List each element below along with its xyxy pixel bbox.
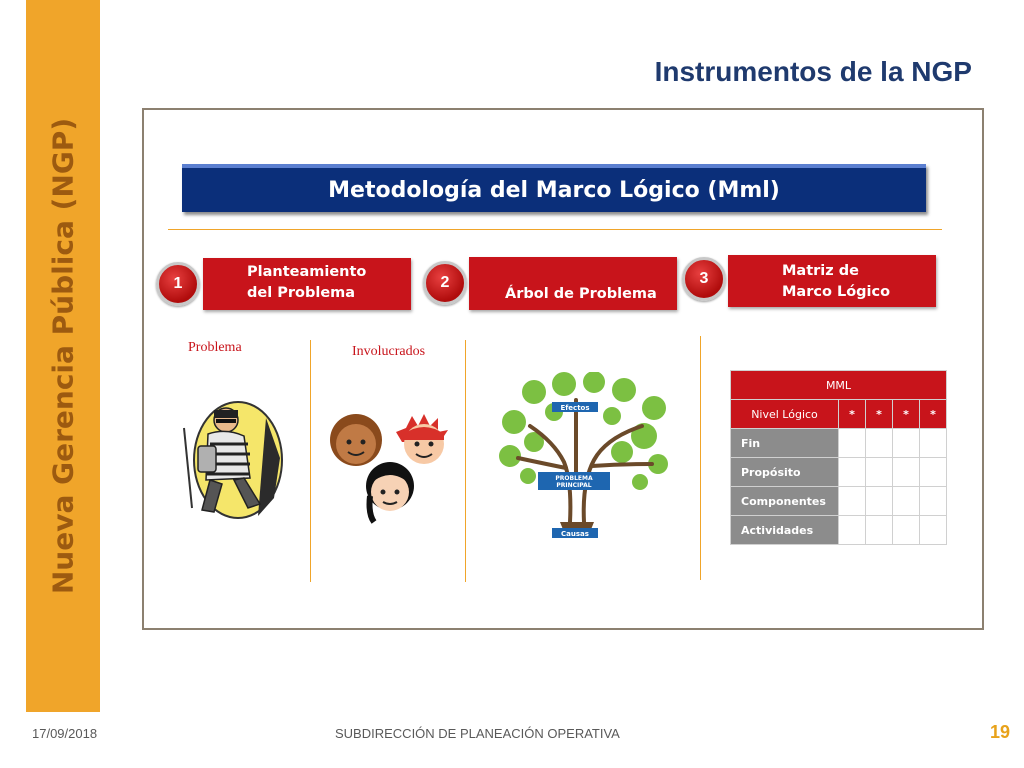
mml-cell	[866, 516, 893, 545]
table-row	[731, 458, 947, 487]
mml-cell	[866, 429, 893, 458]
mml-star: *	[839, 400, 866, 429]
step-2-label: Árbol de Problema	[505, 286, 657, 302]
step-1-badge: 1	[156, 262, 200, 306]
step-1-label: Planteamiento del Problema	[247, 264, 367, 301]
mml-cell	[839, 516, 866, 545]
mml-cell	[893, 458, 920, 487]
mml-row-label: Componentes	[731, 487, 839, 516]
table-row	[731, 429, 947, 458]
mml-star: *	[866, 400, 893, 429]
tree-sign-principal: PRINCIPAL	[556, 482, 592, 489]
mml-cell	[839, 458, 866, 487]
mml-cell	[920, 429, 947, 458]
table-row	[731, 516, 947, 545]
mml-star: *	[893, 400, 920, 429]
caption-problema: Problema	[188, 340, 242, 355]
mml-header-row	[731, 400, 947, 429]
tree-sign-efectos: Efectos	[560, 404, 590, 412]
step-3-badge: 3	[682, 257, 726, 301]
caption-involucrados: Involucrados	[352, 344, 426, 359]
page-number: 19	[989, 722, 1010, 742]
mml-cell	[920, 487, 947, 516]
footer-date: 17/09/2018	[32, 726, 98, 741]
tree-sign-problema: PROBLEMA	[555, 475, 593, 482]
tree-sign-causas: Causas	[561, 530, 589, 538]
mml-cell	[839, 429, 866, 458]
problem-tree-illustration	[494, 372, 672, 540]
mml-cell	[893, 516, 920, 545]
mml-cell	[920, 516, 947, 545]
thief-illustration	[178, 398, 286, 522]
methodology-banner: Metodología del Marco Lógico (Mml)	[182, 164, 926, 212]
mml-title: MML	[731, 371, 947, 400]
mml-row-label: Propósito	[731, 458, 839, 487]
involucrados-faces	[326, 410, 458, 524]
mml-title-row	[731, 371, 947, 400]
step-3-label: Matriz de Marco Lógico	[782, 263, 891, 300]
mml-cell	[920, 458, 947, 487]
mml-row-label: Fin	[731, 429, 839, 458]
column-divider-2	[465, 340, 466, 582]
step-2-box	[469, 257, 677, 310]
mml-cell	[839, 487, 866, 516]
step-3-box	[728, 255, 936, 307]
column-divider-1	[310, 340, 311, 582]
column-divider-3	[700, 336, 701, 580]
mml-star: *	[920, 400, 947, 429]
step-2-badge: 2	[423, 261, 467, 305]
mml-cell	[866, 487, 893, 516]
footer-department: SUBDIRECCIÓN DE PLANEACIÓN OPERATIVA	[335, 726, 620, 741]
mml-cell	[866, 458, 893, 487]
mml-table	[730, 370, 947, 545]
slide-title: Instrumentos de la NGP	[654, 56, 972, 87]
step-1-box	[203, 258, 411, 310]
side-vertical-title: Nueva Gerencia Pública (NGP)	[46, 117, 80, 595]
mml-header-nivel: Nivel Lógico	[731, 400, 839, 429]
mml-row-label: Actividades	[731, 516, 839, 545]
mml-cell	[893, 487, 920, 516]
divider-line	[168, 229, 942, 230]
mml-cell	[893, 429, 920, 458]
table-row	[731, 487, 947, 516]
